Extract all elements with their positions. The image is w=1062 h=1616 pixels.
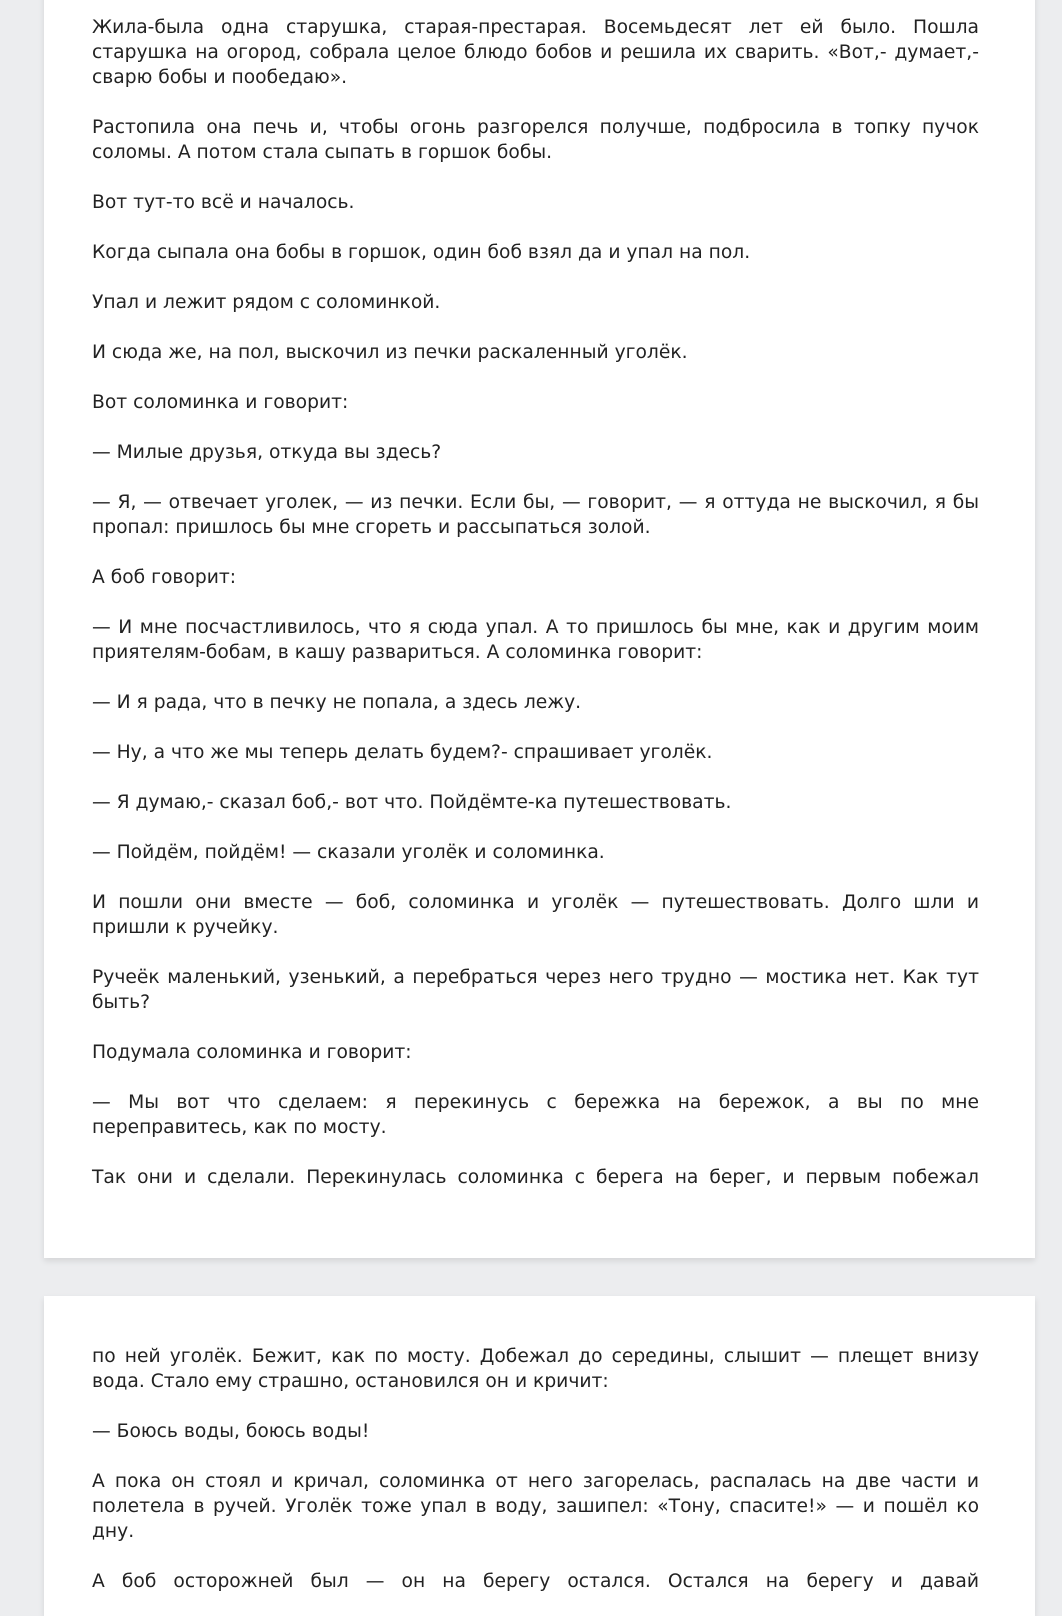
paragraph: по ней уголёк. Бежит, как по мосту. Добежал до середины, слышит — плещет внизу вода. Стало ему страшно, остановился он и кричит: bbox=[92, 1346, 979, 1392]
paragraph: — Пойдём, пойдём! — сказали уголёк и соломинка. bbox=[92, 842, 605, 863]
paragraph: — Мы вот что сделаем: я перекинусь с бережка на бережок, а вы по мне переправитесь, как по мосту. bbox=[92, 1092, 979, 1138]
paragraph: А боб осторожней был — он на берегу остался. Остался на берегу и давай bbox=[92, 1571, 979, 1592]
paragraph: — Боюсь воды, боюсь воды! bbox=[92, 1421, 370, 1442]
paragraph: — Милые друзья, откуда вы здесь? bbox=[92, 442, 442, 463]
paragraph: Жила-была одна старушка, старая-престарая. Восемьдесят лет ей было. Пошла старушка на огород, собрала целое блюдо бобов и решила их сварить. «Вот,- думает,- сварю бобы и пообедаю». bbox=[92, 17, 979, 88]
paragraph: Упал и лежит рядом с соломинкой. bbox=[92, 292, 441, 313]
paragraph: — Я думаю,- сказал боб,- вот что. Пойдёмте-ка путешествовать. bbox=[92, 792, 732, 813]
page-text bbox=[92, 15, 979, 1215]
page-text bbox=[92, 1344, 979, 1616]
paragraph: Так они и сделали. Перекинулась соломинка с берега на берег, и первым побежал bbox=[92, 1167, 979, 1188]
paragraph: Вот соломинка и говорит: bbox=[92, 392, 349, 413]
paragraph: Вот тут-то всё и началось. bbox=[92, 192, 355, 213]
paragraph: И сюда же, на пол, выскочил из печки раскаленный уголёк. bbox=[92, 342, 688, 363]
paragraph: Растопила она печь и, чтобы огонь разгорелся получше, подбросила в топку пучок соломы. А потом стала сыпать в горшок бобы. bbox=[92, 117, 979, 163]
paragraph: — Я, — отвечает уголек, — из печки. Если бы, — говорит, — я оттуда не выскочил, я бы пропал: пришлось бы мне сгореть и рассыпаться золой. bbox=[92, 492, 979, 538]
paragraph: Когда сыпала она бобы в горшок, один боб взял да и упал на пол. bbox=[92, 242, 751, 263]
paragraph: — И мне посчастливилось, что я сюда упал. А то пришлось бы мне, как и другим моим приятелям-бобам, в кашу развариться. А соломинка говорит: bbox=[92, 617, 979, 663]
paragraph: А боб говорит: bbox=[92, 567, 237, 588]
paragraph: А пока он стоял и кричал, соломинка от него загорелась, распалась на две части и полетела в ручей. Уголёк тоже упал в воду, зашипел: «Тону, спасите!» — и пошёл ко дну. bbox=[92, 1471, 979, 1542]
paragraph: — И я рада, что в печку не попала, а здесь лежу. bbox=[92, 692, 582, 713]
paragraph: — Ну, а что же мы теперь делать будем?- спрашивает уголёк. bbox=[92, 742, 713, 763]
paragraph: Ручеёк маленький, узенький, а перебраться через него трудно — мостика нет. Как тут быть? bbox=[92, 967, 979, 1013]
paragraph: И пошли они вместе — боб, соломинка и уголёк — путешествовать. Долго шли и пришли к ручейку. bbox=[92, 892, 979, 938]
document-page-1 bbox=[44, 0, 1035, 1258]
document-page-2 bbox=[44, 1296, 1035, 1616]
paragraph: Подумала соломинка и говорит: bbox=[92, 1042, 412, 1063]
